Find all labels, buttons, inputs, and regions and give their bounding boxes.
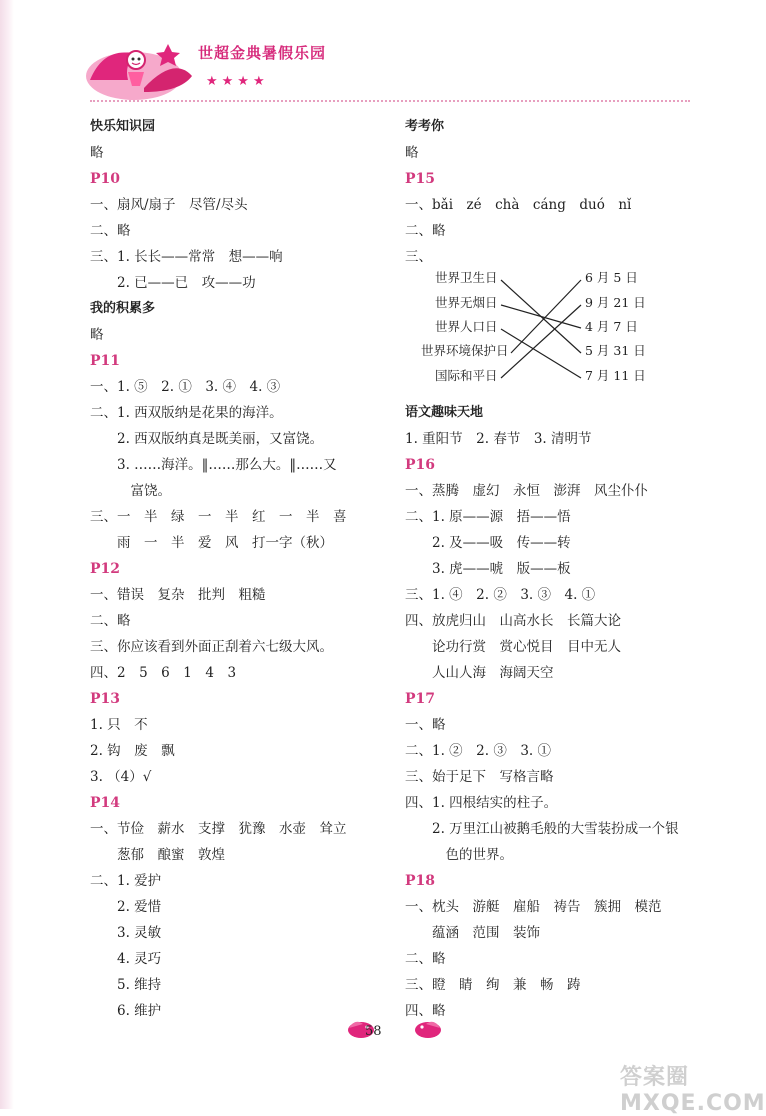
right-line: 四、略 <box>405 1003 446 1019</box>
left-line: P13 <box>90 691 121 707</box>
right-line: 三、1. ④ 2. ② 3. ③ 4. ① <box>405 587 596 603</box>
left-line: 5. 维持 <box>90 977 162 993</box>
matching-left-item: 世界人口日 <box>435 319 498 334</box>
left-line: 二、1. 西双版纳是花果的海洋。 <box>90 405 283 421</box>
left-line: 2. 爱惜 <box>90 899 162 915</box>
right-line: P15 <box>405 171 436 187</box>
right-line: 色的世界。 <box>405 847 513 863</box>
right-line: 二、1. 原——源 捂——悟 <box>405 509 571 525</box>
left-line: 三、你应该看到外面正刮着六七级大风。 <box>90 639 333 655</box>
right-line: 考考你 <box>405 119 445 134</box>
right-line: 二、略 <box>405 223 446 239</box>
matching-right-item: 6 月 5 日 <box>585 270 638 285</box>
left-line: P12 <box>90 561 121 577</box>
right-line: 语文趣味天地 <box>405 405 484 420</box>
left-line: 快乐知识园 <box>90 119 156 134</box>
right-line: P17 <box>405 691 436 707</box>
right-line: P16 <box>405 457 436 473</box>
matching-right-item: 7 月 11 日 <box>585 368 646 383</box>
left-line: 二、略 <box>90 613 131 629</box>
page-header <box>80 30 700 110</box>
left-line: 6. 维护 <box>90 1003 162 1019</box>
right-line: 论功行赏 赏心悦目 目中无人 <box>405 639 621 655</box>
left-line: 略 <box>90 327 104 343</box>
matching-right-item: 5 月 31 日 <box>585 343 646 358</box>
right-line: 3. 虎——唬 版——板 <box>405 561 571 577</box>
right-line: 人山人海 海阔天空 <box>405 665 554 681</box>
right-line: 一、略 <box>405 717 446 733</box>
page-number: 58 <box>365 1024 382 1039</box>
right-line: 三、瞪 睛 绚 兼 畅 踌 <box>405 977 581 993</box>
header-divider <box>90 100 690 102</box>
left-line: P10 <box>90 171 121 187</box>
left-line: 雨 一 半 爱 风 打一字（秋） <box>90 535 333 551</box>
right-line: 1. 重阳节 2. 春节 3. 清明节 <box>405 431 592 447</box>
matching-left-item: 世界无烟日 <box>435 295 498 310</box>
right-line: 2. 万里江山被鹅毛般的大雪装扮成一个银 <box>405 821 679 837</box>
matching-left-item: 世界环境保护日 <box>421 343 509 358</box>
left-line: 1. 只 不 <box>90 717 148 733</box>
right-line: 三、始于足下 写格言略 <box>405 769 554 785</box>
watermark: 答案圈 MXQE.COM <box>620 1065 766 1116</box>
matching-diagram <box>405 268 705 393</box>
left-line: 一、1. ⑤ 2. ① 3. ④ 4. ③ <box>90 379 281 395</box>
left-line: 2. 已——已 攻——功 <box>90 275 256 291</box>
left-line: P11 <box>90 353 121 369</box>
right-line: 四、放虎归山 山高水长 长篇大论 <box>405 613 621 629</box>
left-line: 二、1. 爱护 <box>90 873 162 889</box>
matching-left-item: 国际和平日 <box>435 368 498 383</box>
right-line: 三、 <box>405 249 432 265</box>
kid-on-wave-logo-icon <box>84 36 196 102</box>
left-line: 一、扇风/扇子 尽管/尽头 <box>90 197 248 213</box>
matching-right-item: 4 月 7 日 <box>585 319 638 334</box>
left-line: 2. 西双版纳真是既美丽，又富饶。 <box>90 431 324 447</box>
right-line: 一、蒸腾 虚幻 永恒 澎湃 风尘仆仆 <box>405 483 648 499</box>
right-line: 二、1. ② 2. ③ 3. ① <box>405 743 552 759</box>
header-title: 世超金典暑假乐园 <box>198 44 327 62</box>
page-edge-stripe <box>0 0 14 1109</box>
left-line: 四、2 5 6 1 4 3 <box>90 665 237 681</box>
right-line: 略 <box>405 145 419 161</box>
header-stars: ★★★★ <box>206 74 269 89</box>
left-line: 一、错误 复杂 批判 粗糙 <box>90 587 266 603</box>
right-line: 一、bǎi zé chà cáng duó nǐ <box>405 197 632 213</box>
matching-right-item: 9 月 21 日 <box>585 295 646 310</box>
left-line: 4. 灵巧 <box>90 951 162 967</box>
right-line: 二、略 <box>405 951 446 967</box>
right-line: 蕴涵 范围 装饰 <box>405 925 540 941</box>
left-line: 略 <box>90 145 104 161</box>
left-line: 3. ……海洋。‖……那么大。‖……又 <box>90 457 337 473</box>
left-line: 2. 钩 废 飘 <box>90 743 175 759</box>
right-line: 一、枕头 游艇 雇船 祷告 簇拥 模范 <box>405 899 662 915</box>
left-line: 三、1. 长长——常常 想——响 <box>90 249 283 265</box>
left-line: 富饶。 <box>90 483 171 499</box>
left-line: 二、略 <box>90 223 131 239</box>
left-line: 葱郁 酿蜜 敦煌 <box>90 847 225 863</box>
right-line: P18 <box>405 873 436 889</box>
left-line: 我的积累多 <box>90 301 156 316</box>
left-line: 3. （4）√ <box>90 769 152 785</box>
matching-left-item: 世界卫生日 <box>435 270 498 285</box>
right-line: 四、1. 四根结实的柱子。 <box>405 795 558 811</box>
right-bird-icon <box>412 1016 444 1040</box>
left-line: 三、一 半 绿 一 半 红 一 半 喜 <box>90 509 347 525</box>
right-line: 2. 及——吸 传——转 <box>405 535 571 551</box>
left-line: 3. 灵敏 <box>90 925 162 941</box>
left-line: P14 <box>90 795 121 811</box>
left-line: 一、节俭 薪水 支撑 犹豫 水壶 耸立 <box>90 821 347 837</box>
